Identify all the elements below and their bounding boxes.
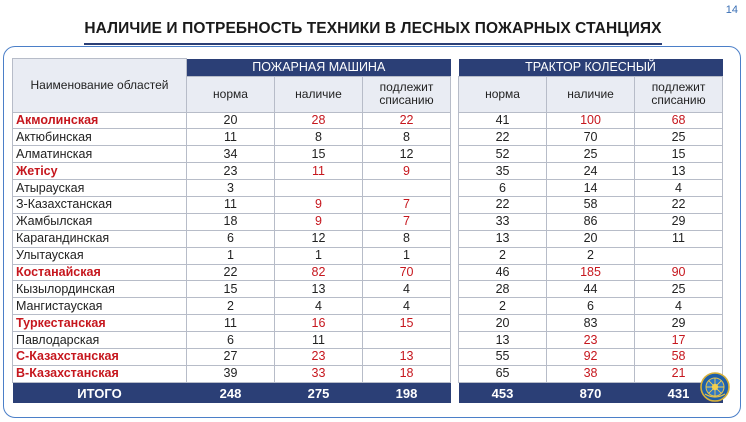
cell-truck-writeoff: 18	[363, 365, 451, 382]
header-fire-truck: ПОЖАРНАЯ МАШИНА	[187, 59, 451, 77]
cell-tractor-have: 2	[547, 247, 635, 264]
cell-truck-have: 13	[275, 281, 363, 298]
cell-truck-have: 8	[275, 129, 363, 146]
table-row	[13, 180, 723, 197]
cell-truck-norm: 34	[187, 146, 275, 163]
cell-tractor-writeoff: 29	[635, 315, 723, 332]
cell-truck-norm: 11	[187, 129, 275, 146]
column-gap	[451, 196, 459, 213]
cell-tractor-writeoff: 25	[635, 281, 723, 298]
cell-tractor-have: 14	[547, 180, 635, 197]
cell-truck-have: 11	[275, 163, 363, 180]
cell-truck-writeoff: 70	[363, 264, 451, 281]
cell-tractor-have: 58	[547, 196, 635, 213]
region-name: Жетісу	[13, 163, 187, 180]
cell-truck-have: 82	[275, 264, 363, 281]
region-name: Костанайская	[13, 264, 187, 281]
column-gap	[451, 230, 459, 247]
cell-tractor-have: 23	[547, 332, 635, 349]
cell-tractor-norm: 65	[459, 365, 547, 382]
cell-tractor-writeoff: 17	[635, 332, 723, 349]
table-row	[13, 348, 723, 365]
cell-truck-have: 28	[275, 112, 363, 129]
cell-tractor-writeoff: 21	[635, 365, 723, 382]
cell-truck-norm: 15	[187, 281, 275, 298]
cell-truck-writeoff: 15	[363, 315, 451, 332]
table-row	[13, 315, 723, 332]
writeoff-line-2: списанию	[651, 93, 706, 107]
column-gap	[451, 382, 459, 403]
cell-truck-norm: 22	[187, 264, 275, 281]
cell-tractor-have: 86	[547, 213, 635, 230]
table-row	[13, 129, 723, 146]
cell-truck-norm: 2	[187, 298, 275, 315]
table-body	[13, 112, 723, 382]
cell-truck-have: 9	[275, 213, 363, 230]
cell-truck-have: 16	[275, 315, 363, 332]
column-gap	[451, 247, 459, 264]
writeoff-line-2: списанию	[379, 93, 434, 107]
cell-truck-have: 33	[275, 365, 363, 382]
cell-truck-norm: 39	[187, 365, 275, 382]
total-tractor-norm: 453	[459, 382, 547, 403]
table-row	[13, 213, 723, 230]
cell-tractor-writeoff: 25	[635, 129, 723, 146]
cell-truck-writeoff: 7	[363, 196, 451, 213]
column-gap	[451, 129, 459, 146]
equipment-table	[12, 58, 723, 403]
header-truck-writeoff	[363, 76, 451, 112]
total-truck-norm: 248	[187, 382, 275, 403]
cell-tractor-writeoff: 58	[635, 348, 723, 365]
region-name: Жамбылская	[13, 213, 187, 230]
cell-truck-norm: 6	[187, 332, 275, 349]
region-name: Туркестанская	[13, 315, 187, 332]
cell-truck-norm: 18	[187, 213, 275, 230]
cell-truck-have: 12	[275, 230, 363, 247]
cell-truck-writeoff: 22	[363, 112, 451, 129]
column-gap	[451, 348, 459, 365]
cell-truck-norm: 1	[187, 247, 275, 264]
cell-tractor-norm: 2	[459, 247, 547, 264]
cell-tractor-have: 6	[547, 298, 635, 315]
cell-tractor-have: 185	[547, 264, 635, 281]
writeoff-line-1: подлежит	[651, 80, 706, 94]
region-name: Кызылординская	[13, 281, 187, 298]
cell-tractor-have: 20	[547, 230, 635, 247]
cell-tractor-have: 44	[547, 281, 635, 298]
total-truck-have: 275	[275, 382, 363, 403]
column-gap	[451, 332, 459, 349]
cell-tractor-norm: 41	[459, 112, 547, 129]
cell-tractor-norm: 35	[459, 163, 547, 180]
cell-tractor-writeoff: 11	[635, 230, 723, 247]
cell-truck-writeoff: 4	[363, 298, 451, 315]
header-truck-have: наличие	[275, 76, 363, 112]
region-name: Карагандинская	[13, 230, 187, 247]
cell-tractor-norm: 22	[459, 129, 547, 146]
cell-tractor-writeoff: 4	[635, 298, 723, 315]
cell-tractor-norm: 2	[459, 298, 547, 315]
cell-truck-writeoff: 4	[363, 281, 451, 298]
slide-title: НАЛИЧИЕ И ПОТРЕБНОСТЬ ТЕХНИКИ В ЛЕСНЫХ ПОЖАРНЫХ СТАНЦИЯХ	[84, 20, 661, 45]
writeoff-line-1: подлежит	[379, 80, 434, 94]
column-gap	[451, 112, 459, 129]
column-gap	[451, 146, 459, 163]
region-name: С-Казахстанская	[13, 348, 187, 365]
table-row	[13, 332, 723, 349]
cell-tractor-have: 92	[547, 348, 635, 365]
cell-truck-writeoff: 9	[363, 163, 451, 180]
cell-tractor-writeoff: 90	[635, 264, 723, 281]
cell-tractor-writeoff: 22	[635, 196, 723, 213]
column-gap	[451, 315, 459, 332]
cell-tractor-norm: 33	[459, 213, 547, 230]
cell-truck-norm: 23	[187, 163, 275, 180]
cell-truck-have: 1	[275, 247, 363, 264]
table-row	[13, 146, 723, 163]
cell-tractor-have: 83	[547, 315, 635, 332]
cell-tractor-norm: 20	[459, 315, 547, 332]
column-gap	[451, 163, 459, 180]
column-gap	[451, 180, 459, 197]
column-gap	[451, 264, 459, 281]
region-name: Улытауская	[13, 247, 187, 264]
cell-truck-writeoff	[363, 332, 451, 349]
header-region-name: Наименование областей	[13, 59, 187, 113]
cell-truck-writeoff	[363, 180, 451, 197]
column-gap	[451, 365, 459, 382]
table-row	[13, 247, 723, 264]
header-wheeled-tractor: ТРАКТОР КОЛЕСНЫЙ	[459, 59, 723, 77]
table-row	[13, 230, 723, 247]
cell-tractor-norm: 22	[459, 196, 547, 213]
region-name: Атырауская	[13, 180, 187, 197]
cell-truck-writeoff: 13	[363, 348, 451, 365]
cell-tractor-norm: 13	[459, 332, 547, 349]
total-row	[13, 382, 723, 403]
cell-tractor-norm: 46	[459, 264, 547, 281]
cell-tractor-norm: 6	[459, 180, 547, 197]
table-row	[13, 298, 723, 315]
header-tractor-have: наличие	[547, 76, 635, 112]
table-row	[13, 112, 723, 129]
cell-truck-have: 15	[275, 146, 363, 163]
cell-truck-have: 9	[275, 196, 363, 213]
total-truck-writeoff: 198	[363, 382, 451, 403]
cell-tractor-have: 100	[547, 112, 635, 129]
cell-tractor-writeoff: 68	[635, 112, 723, 129]
region-name: Акмолинская	[13, 112, 187, 129]
cell-tractor-have: 25	[547, 146, 635, 163]
header-tractor-writeoff	[635, 76, 723, 112]
cell-tractor-norm: 52	[459, 146, 547, 163]
total-label: ИТОГО	[13, 382, 187, 403]
column-gap	[451, 298, 459, 315]
region-name: Актюбинская	[13, 129, 187, 146]
header-tractor-norm: норма	[459, 76, 547, 112]
cell-tractor-norm: 55	[459, 348, 547, 365]
cell-tractor-norm: 13	[459, 230, 547, 247]
cell-tractor-writeoff: 4	[635, 180, 723, 197]
table-row	[13, 365, 723, 382]
region-name: Мангистауская	[13, 298, 187, 315]
cell-tractor-have: 38	[547, 365, 635, 382]
cell-tractor-have: 24	[547, 163, 635, 180]
cell-truck-norm: 27	[187, 348, 275, 365]
column-gap	[451, 213, 459, 230]
cell-truck-writeoff: 8	[363, 129, 451, 146]
cell-truck-have	[275, 180, 363, 197]
table-row	[13, 163, 723, 180]
cell-truck-have: 4	[275, 298, 363, 315]
header-truck-norm: норма	[187, 76, 275, 112]
cell-tractor-have: 70	[547, 129, 635, 146]
region-name: Алматинская	[13, 146, 187, 163]
region-name: З-Казахстанская	[13, 196, 187, 213]
region-name: В-Казахстанская	[13, 365, 187, 382]
region-name: Павлодарская	[13, 332, 187, 349]
cell-tractor-writeoff: 15	[635, 146, 723, 163]
title-wrap	[0, 20, 746, 45]
cell-truck-have: 11	[275, 332, 363, 349]
cell-tractor-writeoff	[635, 247, 723, 264]
cell-truck-writeoff: 12	[363, 146, 451, 163]
kazakhstan-emblem-icon	[700, 372, 730, 402]
cell-truck-norm: 11	[187, 196, 275, 213]
total-tractor-have: 870	[547, 382, 635, 403]
cell-truck-norm: 6	[187, 230, 275, 247]
cell-truck-have: 23	[275, 348, 363, 365]
column-gap	[451, 281, 459, 298]
cell-truck-norm: 3	[187, 180, 275, 197]
page-number: 14	[725, 4, 738, 16]
cell-tractor-writeoff: 29	[635, 213, 723, 230]
cell-tractor-norm: 28	[459, 281, 547, 298]
cell-truck-writeoff: 1	[363, 247, 451, 264]
cell-truck-writeoff: 8	[363, 230, 451, 247]
cell-truck-writeoff: 7	[363, 213, 451, 230]
total-tractor-writeoff: 431	[635, 382, 723, 403]
table-row	[13, 281, 723, 298]
table-row	[13, 196, 723, 213]
table-row	[13, 264, 723, 281]
column-gap	[451, 59, 459, 113]
cell-truck-norm: 20	[187, 112, 275, 129]
cell-tractor-writeoff: 13	[635, 163, 723, 180]
cell-truck-norm: 11	[187, 315, 275, 332]
